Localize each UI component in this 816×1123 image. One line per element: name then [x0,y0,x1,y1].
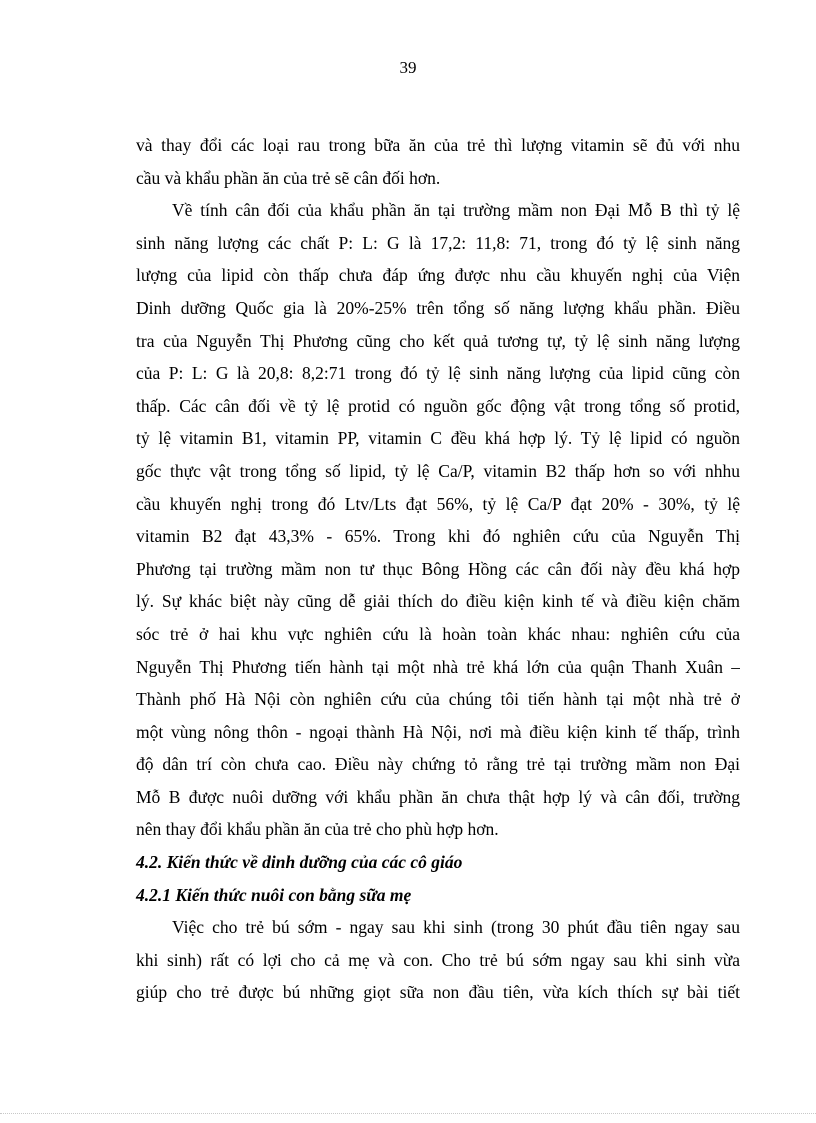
text-line: Dinh dưỡng Quốc gia là 20%-25% trên tổng số năng lượng khẩu phần. Điều [136,297,740,318]
text-line: tỷ lệ vitamin B1, vitamin PP, vitamin C đều khá hợp lý. Tỷ lệ lipid có nguồn [136,428,740,449]
body-text [136,129,740,1009]
text-line: gốc thực vật trong tổng số lipid, tỷ lệ Ca/P, vitamin B2 thấp hơn so với nhhu [136,460,740,481]
text-line: Về tính cân đối của khẩu phần ăn tại trường mầm non Đại Mỗ B thì tỷ lệ [172,200,740,221]
text-line: cầu và khẩu phần ăn của trẻ sẽ cân đối hơn. [136,167,441,188]
section-heading-4-2-1: 4.2.1 Kiến thức nuôi con bằng sữa mẹ [136,884,412,905]
paragraph-1 [136,129,740,194]
text-line: Phương tại trường mầm non tư thục Bông Hồng các cân đối này đều khá hợp [136,558,740,579]
text-line: tra của Nguyễn Thị Phương cũng cho kết quả tương tự, tỷ lệ sinh năng lượng [136,330,740,351]
text-line: Nguyễn Thị Phương tiến hành tại một nhà trẻ khá lớn của quận Thanh Xuân – [136,656,740,677]
text-line: một vùng nông thôn - ngoại thành Hà Nội, nơi mà điều kiện kinh tế thấp, trình [136,721,740,742]
text-line: lý. Sự khác biệt này cũng dễ giải thích do điều kiện kinh tế và điều kiện chăm [136,591,740,612]
text-line: Việc cho trẻ bú sớm - ngay sau khi sinh (trong 30 phút đầu tiên ngay sau [172,917,740,938]
text-line: sinh năng lượng các chất P: L: G là 17,2: 11,8: 71, trong đó tỷ lệ sinh năng [136,232,740,253]
text-line: vitamin B2 đạt 43,3% - 65%. Trong khi đó nghiên cứu của Nguyễn Thị [136,526,740,547]
paragraph-2 [136,194,740,846]
page-bottom-border [0,1113,816,1114]
text-line: cầu khuyến nghị trong đó Ltv/Lts đạt 56%, tỷ lệ Ca/P đạt 20% - 30%, tỷ lệ [136,493,740,514]
text-line: của P: L: G là 20,8: 8,2:71 trong đó tỷ lệ sinh năng lượng của lipid cũng còn [136,363,740,384]
text-line: giúp cho trẻ được bú những giọt sữa non đầu tiên, vừa kích thích sự bài tiết [136,982,740,1003]
text-line: và thay đổi các loại rau trong bữa ăn của trẻ thì lượng vitamin sẽ đủ với nhu [136,135,740,155]
text-line: thấp. Các cân đối về tỷ lệ protid có nguồn gốc động vật trong tổng số protid, [136,395,740,416]
section-heading-4-2: 4.2. Kiến thức về dinh dưỡng của các cô giáo [136,852,463,873]
text-line: độ dân trí còn chưa cao. Điều này chứng tỏ rằng trẻ tại trường mầm non Đại [136,754,740,775]
text-line: Mỗ B được nuôi dưỡng với khẩu phần ăn chưa thật hợp lý và cân đối, trường [136,786,740,807]
text-line: Thành phố Hà Nội còn nghiên cứu của chúng tôi tiến hành tại một nhà trẻ ở [136,689,740,710]
paragraph-3 [136,911,740,1009]
page-number: 39 [399,58,417,77]
text-line: khi sinh) rất có lợi cho cả mẹ và con. Cho trẻ bú sớm ngay sau khi sinh vừa [136,949,740,970]
text-line: lượng của lipid còn thấp chưa đáp ứng được nhu cầu khuyến nghị của Viện [136,265,740,286]
text-line: sóc trẻ ở hai khu vực nghiên cứu là hoàn toàn khác nhau: nghiên cứu của [136,623,740,644]
text-line: nên thay đổi khẩu phần ăn của trẻ cho phù hợp hơn. [136,819,499,840]
